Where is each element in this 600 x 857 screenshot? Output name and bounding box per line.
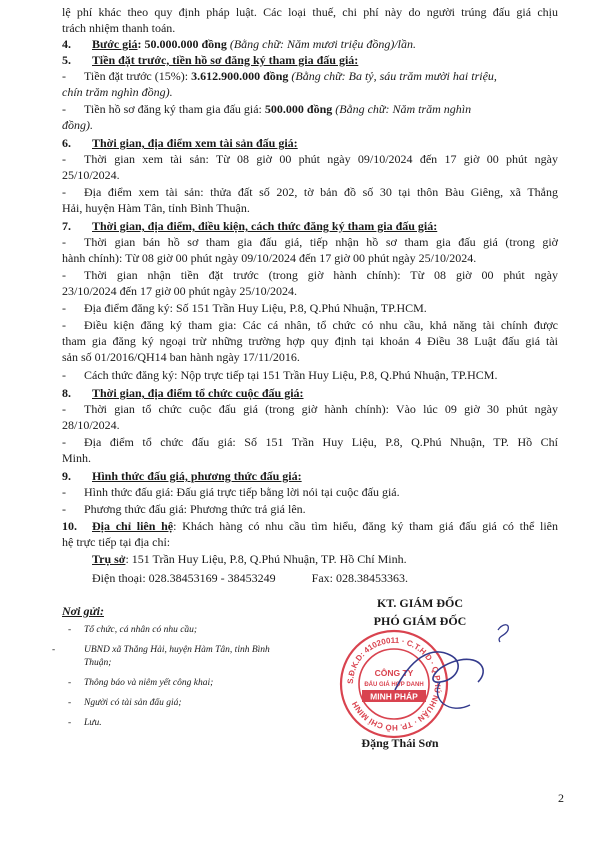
phone-text: Điện thoại: 028.38453169 - 38453249 (92, 571, 276, 585)
conditions-cont: sản số 01/2016/QH14 ban hành ngày 17/11/2016. (62, 350, 300, 364)
recipient-item: - Tổ chức, cá nhân có nhu cầu; (68, 625, 198, 635)
recipient-item: - UBND xã Thắng Hải, huyện Hàm Tân, tỉnh Bình Thuận; (52, 645, 270, 668)
auction-method-line: - Phương thức đấu giá: Phương thức trả giá lên. (62, 502, 306, 516)
sale-time-line: - Thời gian bán hồ sơ tham gia đấu giá, tiếp nhận hồ sơ tham gia đấu giá (trong giờ (62, 235, 558, 249)
sig-title-1: KT. GIÁM ĐỐC (376, 596, 464, 610)
recipient-item: - Thông báo và niêm yết công khai; (68, 678, 214, 688)
section-4: 4. Bước giá: 50.000.000 đồng (Bằng chữ: Năm mươi triệu đồng)/lần. (62, 37, 416, 51)
section-4-label: Bước giá (92, 37, 138, 51)
auction-place-line: - Địa điểm tổ chức đấu giá: Số 151 Trần Huy Liệu, P.8, Q.Phú Nhuận, TP. Hồ Chí (62, 435, 558, 449)
deposit-time-cont: 23/10/2024 đến 17 giờ 00 phút ngày 25/10/2024. (62, 284, 298, 298)
recipient-item: - Lưu. (68, 718, 102, 728)
body-line: trách nhiệm thanh toán. (62, 21, 176, 35)
view-place-line: - Địa điểm xem tài sản: thửa đất số 202, tờ bản đồ số 30 tại thôn Bàu Giêng, xã Thắng (62, 185, 558, 199)
register-place-line: - Địa điểm đăng ký: Số 151 Trần Huy Liệu, P.8, Q.Phú Nhuận, TP.HCM. (62, 301, 427, 315)
deposit-line-cont: chín trăm nghìn đồng). (62, 85, 173, 99)
stamp-line-2: ĐẤU GIÁ HỢP DANH (364, 682, 424, 688)
view-place-cont: Hải, huyện Hàm Tân, tỉnh Bình Thuận. (62, 201, 250, 215)
section-10: 10. Địa chỉ liên hệ: Khách hàng có nhu cầu tìm hiểu, đăng ký tham giá đấu giá có thể liên (62, 519, 558, 533)
handwritten-signature (340, 620, 540, 730)
view-time-line: - Thời gian xem tài sản: Từ 08 giờ 00 phút ngày 09/10/2024 đến 17 giờ 00 phút ngày (62, 152, 558, 166)
auction-form-line: - Hình thức đấu giá: Đấu giá trực tiếp bằng lời nói tại cuộc đấu giá. (62, 485, 400, 499)
head-office-line: Trụ sở: 151 Trần Huy Liệu, P.8, Q.Phú Nhuận, TP. Hồ Chí Minh. (92, 552, 407, 566)
sig-title-2: PHÓ GIÁM ĐỐC (373, 614, 467, 628)
stamp-line-3: MINH PHÁP (370, 691, 418, 702)
section-10-cont: hệ trực tiếp tại địa chỉ: (62, 535, 171, 549)
auction-place-cont: Minh. (62, 451, 92, 465)
contact-line (92, 570, 552, 586)
signer-name: Đặng Thái Sơn (361, 736, 439, 750)
deposit-time-line: - Thời gian nhận tiền đặt trước (trong giờ hành chính): Từ 08 giờ 00 phút ngày (62, 268, 558, 282)
section-7-heading: 7. Thời gian, địa điểm, điều kiện, cách thức đăng ký tham gia đấu giá: (62, 219, 438, 233)
register-method-line: - Cách thức đăng ký: Nộp trực tiếp tại 151 Trần Huy Liệu, P.8, Q.Phú Nhuận, TP.HCM. (62, 368, 498, 382)
section-6-heading: 6. Thời gian, địa điểm xem tài sản đấu giá: (62, 136, 298, 150)
deposit-line: - Tiền đặt trước (15%): 3.612.900.000 đồng (Bằng chữ: Ba tỷ, sáu trăm mười hai triệu, (62, 69, 497, 83)
conditions-cont: tham gia đăng ký ngoại trừ những trường hợp quy định tại khoản 4 Điều 38 Luật đấu giá tài (62, 334, 558, 348)
section-5-heading: 5. Tiền đặt trước, tiền hồ sơ đăng ký tham gia đấu giá: (62, 53, 359, 67)
view-time-cont: 25/10/2024. (62, 168, 120, 182)
page-number: 2 (558, 791, 564, 805)
fee-line: - Tiền hồ sơ đăng ký tham gia đấu giá: 500.000 đồng (Bằng chữ: Năm trăm nghìn (62, 102, 472, 116)
conditions-line: - Điều kiện đăng ký tham gia: Các cá nhân, tổ chức có nhu cầu, khả năng tài chính được (62, 318, 558, 332)
body-line: lệ phí khác theo quy định pháp luật. Các loại thuế, chi phí này do người trúng đấu giá chịu (62, 5, 558, 19)
stamp-line-1: CÔNG TY (374, 668, 414, 678)
recipients-label: Nơi gửi: (62, 604, 104, 618)
auction-time-cont: 28/10/2024. (62, 418, 120, 432)
fax-text: Fax: 028.38453363. (311, 571, 408, 585)
section-8-heading: 8. Thời gian, địa điểm tổ chức cuộc đấu giá: (62, 386, 304, 400)
section-9-heading: 9. Hình thức đấu giá, phương thức đấu giá: (62, 469, 302, 483)
auction-time-line: - Thời gian tổ chức cuộc đấu giá (trong giờ hành chính): Vào lúc 09 giờ 30 phút ngày (62, 402, 558, 416)
stamp-ring-text: S.Đ.K.D: 41020011 · C.T.H.D · Q.PHÚ NHUẬN · TP. HỒ CHÍ MINH (345, 635, 443, 733)
fee-line-cont: đồng). (62, 118, 93, 132)
recipient-item: - Người có tài sản đấu giá; (68, 698, 182, 708)
sale-time-cont: hành chính): Từ 08 giờ 00 phút ngày 09/10/2024 đến 17 giờ 00 phút ngày 25/10/2024. (62, 251, 477, 265)
